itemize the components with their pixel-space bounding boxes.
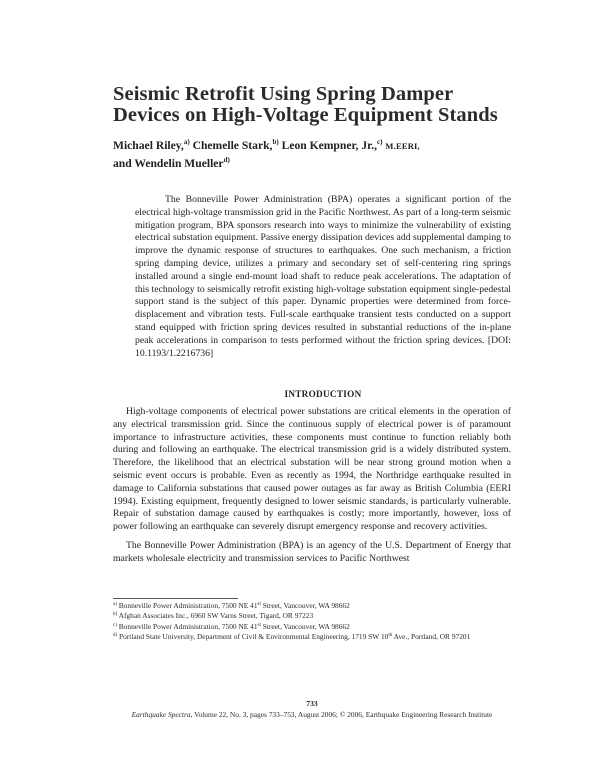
footnote-marker: c) xyxy=(113,622,117,628)
footnote-text: Bonneville Power Administration, 7500 NE 41 xyxy=(118,621,258,631)
footnote xyxy=(113,601,511,611)
footnote xyxy=(113,622,511,632)
page-number: 733 xyxy=(306,699,318,708)
footnote-marker: a) xyxy=(113,602,117,607)
introduction-paragraph-1: High-voltage components of electrical power substations are critical elements in the operation of any electrical transmission grid. Since the continuous supply of electrical power is of paramount importance to infrastructure activities, these components must continue to function reliably both during and following an earthquake. The electrical transmission grid is a widely distributed system. Therefore, the likelihood that an electrical substation will be near strong ground motion when a seismic event occurs is probable. Even as recently as 1994, the Northridge earthquake resulted in damage to California substations that caused power outages as far away as British Columbia (EERI 1994). Existing equipment, frequently designed to lower seismic standards, is particularly vulnerable. Repair of substation damage caused by earthquakes is costly; more importantly, however, loss of power following an earthquake can severely disrupt emergency response and recovery activities. xyxy=(113,406,511,533)
author-4-marker: d) xyxy=(223,156,230,164)
introduction-body xyxy=(113,406,511,566)
footnote-divider xyxy=(113,598,238,599)
author-3: Leon Kempner, Jr., xyxy=(281,139,378,152)
author-1: Michael Riley, xyxy=(113,139,184,152)
author-4: and Wendelin Mueller xyxy=(113,157,224,170)
footnote-text: Portland State University, Department of Civil & Environmental Engineering, 1719 SW 10 xyxy=(119,632,389,642)
section-heading-introduction: INTRODUCTION xyxy=(284,389,362,399)
footnote-text: Afghan Associates Inc., 6960 SW Varns Street, Tigard, OR 97223 xyxy=(118,611,314,621)
footnote-text-end: Ave., Portland, OR 97201 xyxy=(392,632,471,642)
footnotes xyxy=(113,601,511,643)
footnote-ordinal: st xyxy=(257,602,261,607)
introduction-paragraph-2: The Bonneville Power Administration (BPA) is an agency of the U.S. Department of Energy that markets wholesale electricity and transmission services to Pacific Northwest xyxy=(113,539,511,564)
footnote-marker: b) xyxy=(113,612,118,618)
footnote-text-end: Street, Vancouver, WA 98662 xyxy=(260,601,350,610)
author-2: Chemelle Stark, xyxy=(192,139,273,152)
title-line-1: Seismic Retrofit Using Spring Damper xyxy=(113,83,454,105)
author-3-affiliation: M.EERI, xyxy=(385,141,420,151)
journal-name: Earthquake Spectra, xyxy=(131,710,193,719)
footnote-ordinal: st xyxy=(257,622,261,628)
author-2-marker: b) xyxy=(272,138,279,146)
footnote xyxy=(113,632,511,642)
citation-details: Volume 22, No. 3, pages 733–753, August 2006; © 2006, Earthquake Engineering Research Institute xyxy=(192,710,493,719)
footnote xyxy=(113,611,511,621)
journal-citation-footer xyxy=(113,710,511,720)
footnote-text-end: Street, Vancouver, WA 98662 xyxy=(260,621,350,631)
footnote-ordinal: th xyxy=(388,633,393,639)
author-list xyxy=(113,137,533,173)
footnote-marker: d) xyxy=(113,633,118,639)
author-1-marker: a) xyxy=(183,138,190,146)
title-line-2: Devices on High-Voltage Equipment Stands xyxy=(113,104,498,126)
author-3-marker: c) xyxy=(377,138,383,146)
footnote-text: Bonneville Power Administration, 7500 NE 41 xyxy=(118,601,258,610)
abstract xyxy=(135,194,511,360)
paper-title xyxy=(113,84,533,126)
abstract-text: The Bonneville Power Administration (BPA) operates a significant portion of the electrical high-voltage transmission grid in the Pacific Northwest. As part of a long-term seismic mitigation program, BPA sponsors research into ways to minimize the vulnerability of existing electrical substation equipment. Passive energy dissipation devices add supplemental damping to improve the dynamic response of structures to earthquakes. One such mechanism, a friction spring damping device, utilizes a primary and secondary set of self-centering ring springs installed around a single end-mount load shaft to reduce peak accelerations. The adaptation of this technology to seismically retrofit existing high-voltage substation equipment single-pedestal support stand is the subject of this paper. Dynamic properties were determined from force-displacement and vibration tests. Full-scale earthquake transient tests conducted on a support stand equipped with friction spring devices resulted in substantial reductions of the in-plane peak accelerations in comparison to tests performed without the friction spring devices. [DOI: 10.1193/1.2216736] xyxy=(135,194,511,359)
